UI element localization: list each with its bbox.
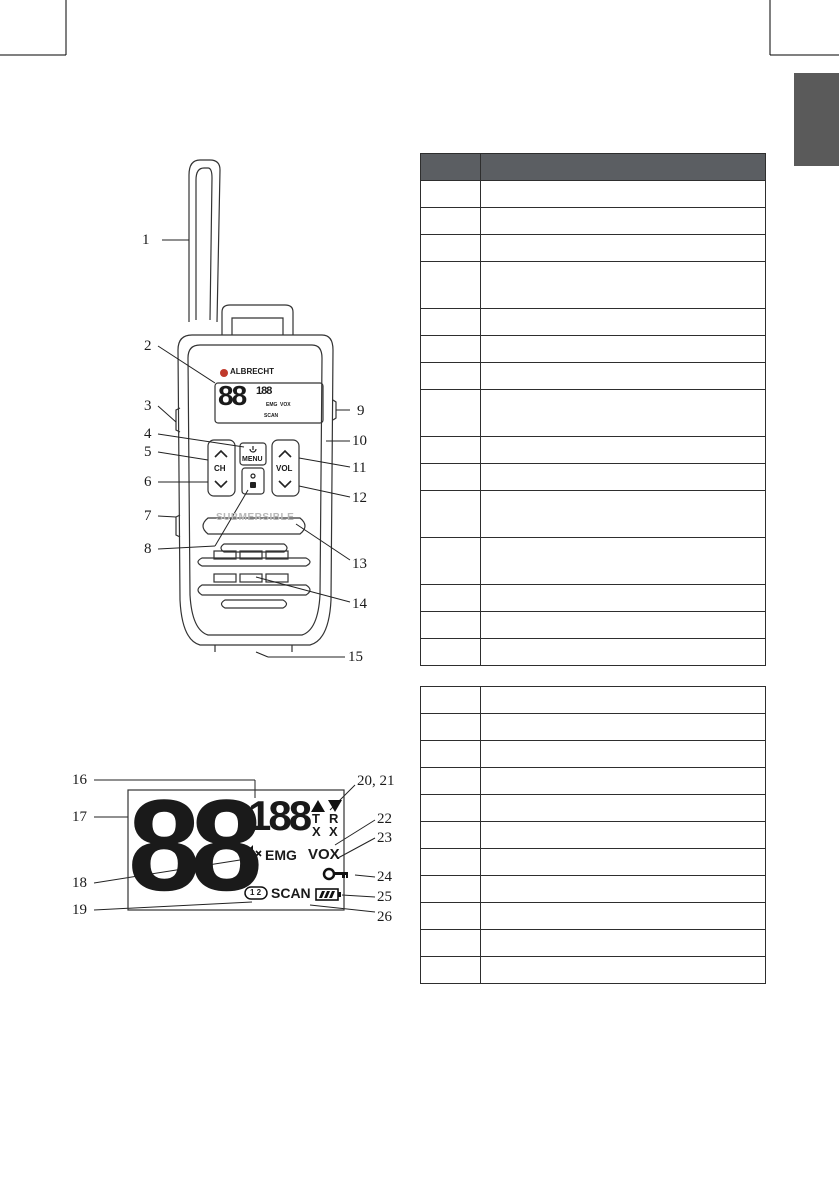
callout-8: 8 [144,541,152,557]
table-cell [481,491,766,538]
ch-label: CH [214,464,226,473]
lcd-dual-watch-label: 1 2 [250,888,262,897]
table-row [421,687,766,714]
grille-label: SUBMERSIBLE [216,512,295,523]
callout-22: 22 [377,811,392,827]
callout-13: 13 [352,556,367,572]
power-icon [250,446,256,452]
table-cell [481,741,766,768]
callout-9: 9 [357,403,365,419]
table-row [421,822,766,849]
lcd-rx-x-label: X [329,824,338,839]
table-row [421,390,766,437]
table-header-row [421,154,766,181]
table-row [421,363,766,390]
menu-button[interactable]: MENU [242,456,263,463]
table-cell [481,309,766,336]
language-tab [794,73,839,166]
table-row [421,262,766,309]
callout-25: 25 [377,889,392,905]
callout-23: 23 [377,830,392,846]
table-cell [421,876,481,903]
vol-label: VOL [276,464,293,473]
table-row [421,714,766,741]
brand-logo-icon [220,369,228,377]
table-cell [421,903,481,930]
callout-24: 24 [377,869,392,885]
table-cell [481,585,766,612]
table-row [421,768,766,795]
table-cell [421,235,481,262]
table-cell [421,181,481,208]
table-cell [481,464,766,491]
table-cell [481,822,766,849]
callout-11: 11 [352,460,367,476]
lcd-big-digits: 88 [128,772,253,918]
callout-6: 6 [144,474,152,490]
table-cell [421,687,481,714]
table-cell [481,687,766,714]
table-cell [421,822,481,849]
table-cell [481,849,766,876]
table-cell [481,181,766,208]
table-row [421,876,766,903]
table-row [421,849,766,876]
table-cell [481,930,766,957]
lcd-scan-label: SCAN [271,885,311,901]
lcd-icons-table [420,686,766,984]
lcd-r-label: R [329,811,339,826]
table-cell [481,336,766,363]
table-row [421,903,766,930]
table-cell [421,464,481,491]
table-cell [421,336,481,363]
table-cell [421,849,481,876]
table-cell [481,235,766,262]
table-cell [481,957,766,984]
table-header-cell [481,154,766,181]
parts-table [420,153,766,666]
table-row [421,464,766,491]
mini-lcd-emg: EMG [266,402,278,408]
mini-lcd-vox: VOX [280,402,291,408]
table-cell [421,930,481,957]
mini-lcd-digits: 88 [218,380,246,411]
callout-1: 1 [142,232,150,248]
callout-12: 12 [352,490,367,506]
table-row [421,336,766,363]
table-cell [481,903,766,930]
table-cell [481,363,766,390]
table-cell [421,491,481,538]
table-row [421,491,766,538]
mini-lcd-small-digits: 188 [256,385,272,397]
callout-4: 4 [144,426,152,442]
table-cell [421,309,481,336]
table-row [421,612,766,639]
table-cell [481,768,766,795]
lcd-t-label: T [312,811,320,826]
callout-2: 2 [144,338,152,354]
callout-26: 26 [377,909,392,925]
table-cell [421,363,481,390]
callout-16: 16 [72,772,87,788]
callout-5: 5 [144,444,152,460]
lcd-emg-label: EMG [265,847,297,863]
table-row [421,795,766,822]
lcd-tx-x-label: X [312,824,321,839]
table-row [421,235,766,262]
table-header-cell [421,154,481,181]
table-cell [481,639,766,666]
lcd-small-digits: 188 [248,792,310,839]
callout-10: 10 [352,433,367,449]
table-row [421,585,766,612]
table-row [421,437,766,464]
table-row [421,208,766,235]
table-row [421,181,766,208]
table-cell [421,538,481,585]
callout-18: 18 [72,875,87,891]
table-cell [421,768,481,795]
table-row [421,957,766,984]
table-cell [421,795,481,822]
brand-label: ALBRECHT [230,367,274,376]
callout-14: 14 [352,596,367,612]
callout-19: 19 [72,902,87,918]
table-cell [481,538,766,585]
table-cell [481,208,766,235]
table-cell [481,390,766,437]
table-row [421,538,766,585]
table-cell [421,208,481,235]
callout-20-21: 20, 21 [357,773,395,789]
table-row [421,309,766,336]
callout-7: 7 [144,508,152,524]
table-cell [421,585,481,612]
table-cell [481,876,766,903]
table-cell [421,612,481,639]
mini-lcd-scan: SCAN [264,413,279,419]
lcd-vox-label: VOX [308,846,340,863]
table-cell [421,390,481,437]
callout-17: 17 [72,809,87,825]
callout-3: 3 [144,398,152,414]
table-row [421,741,766,768]
table-cell [481,262,766,309]
table-cell [421,437,481,464]
table-cell [421,957,481,984]
battery-icon [316,889,341,900]
callout-15: 15 [348,649,363,665]
table-cell [481,795,766,822]
table-row [421,639,766,666]
table-cell [421,714,481,741]
table-cell [481,714,766,741]
table-cell [421,741,481,768]
table-cell [481,437,766,464]
table-cell [421,639,481,666]
table-cell [481,612,766,639]
table-row [421,930,766,957]
lock-icon [250,474,256,488]
table-cell [421,262,481,309]
